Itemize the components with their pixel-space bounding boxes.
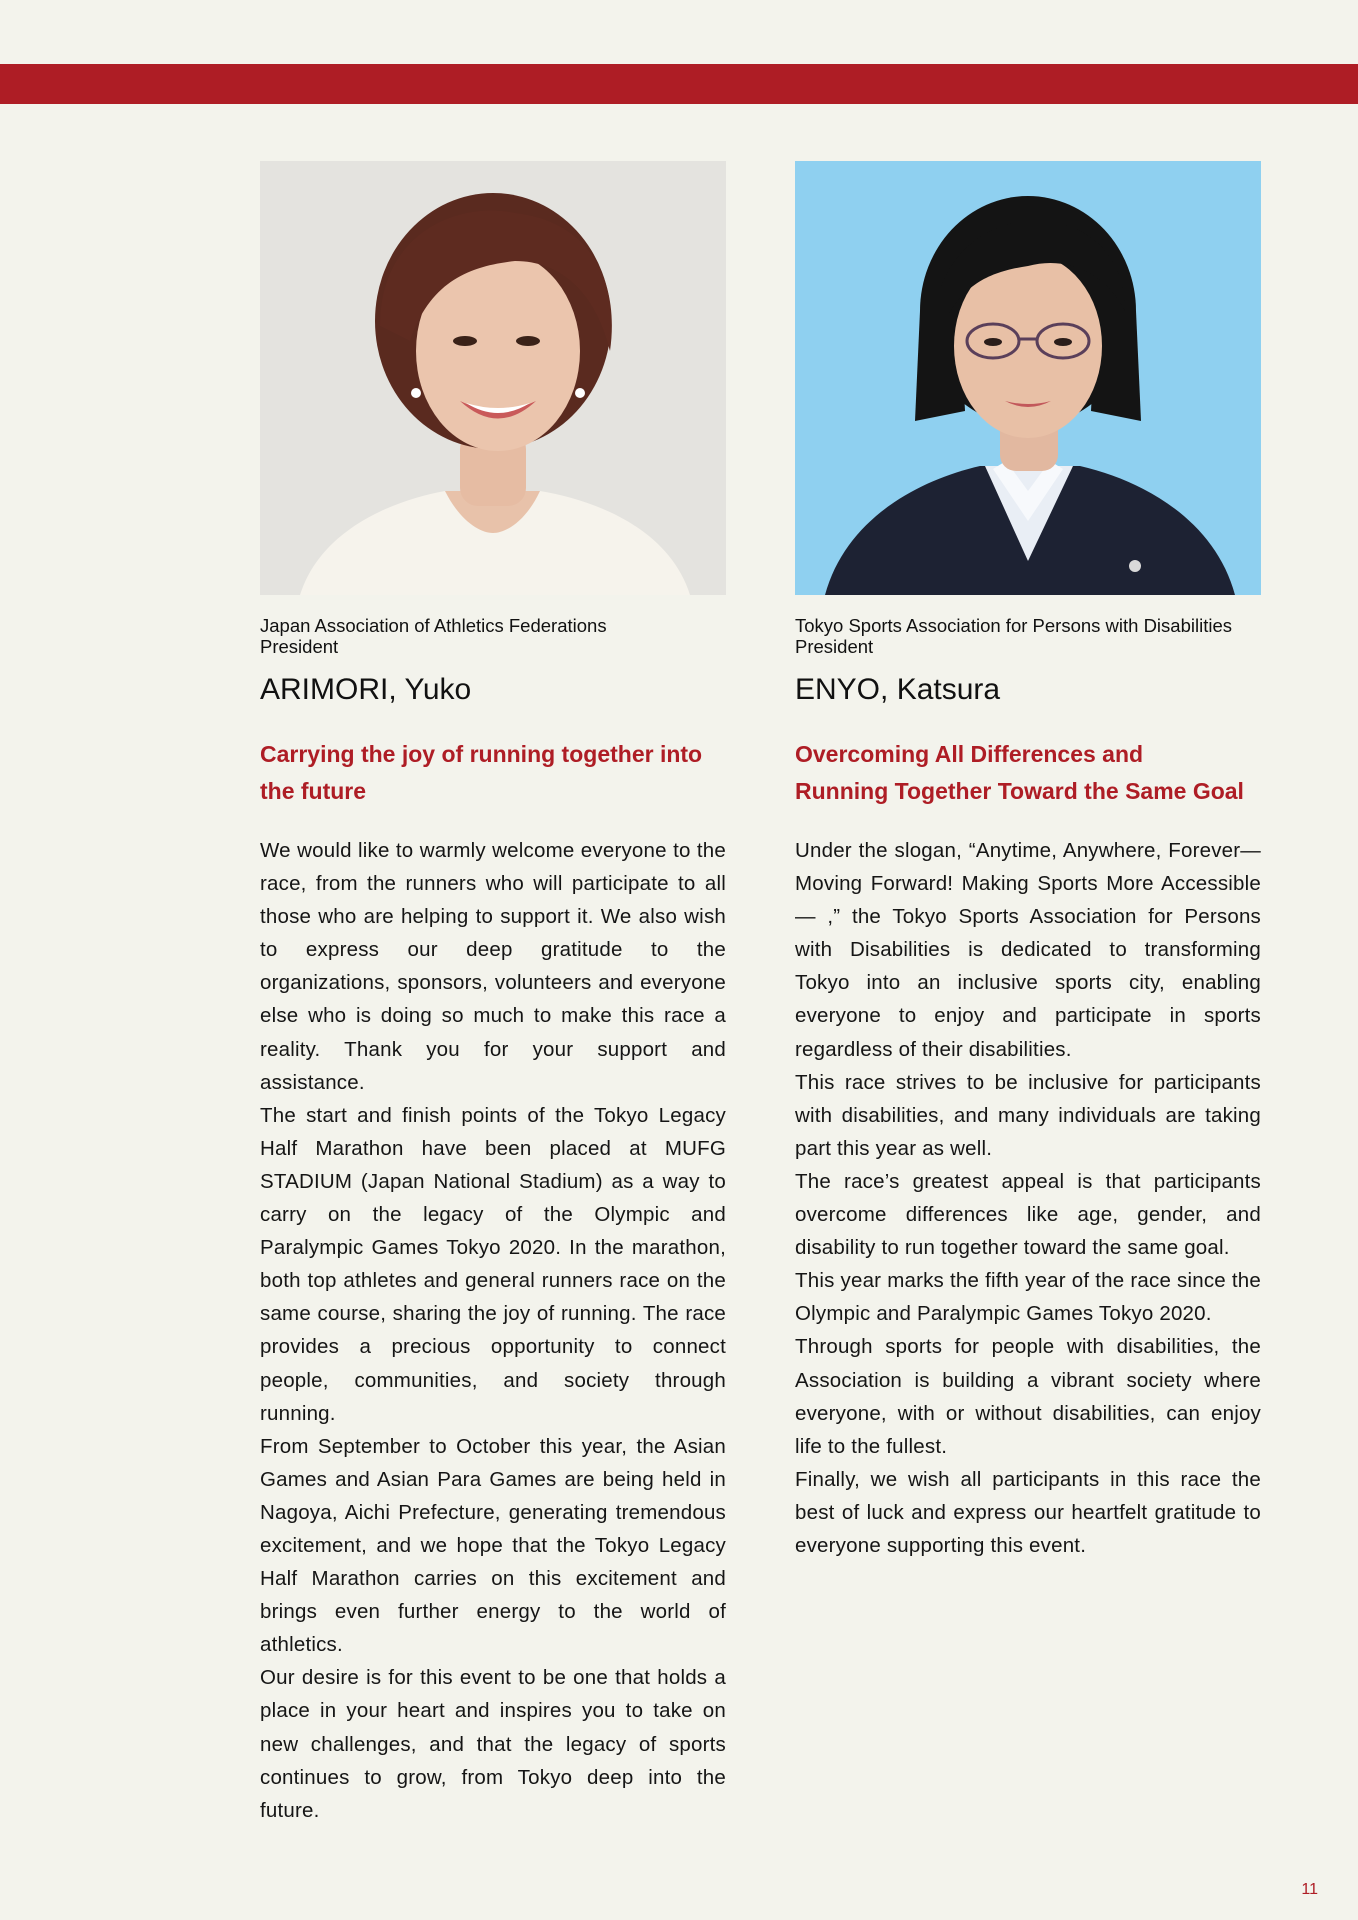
headline-line-2: Running Together Toward the Same Goal — [795, 778, 1244, 804]
body-paragraph: Our desire is for this event to be one that holds a place in your heart and inspires you to take on new challenges, and that the legacy of sports continues to grow, from Tokyo deep into the future. — [260, 1666, 726, 1822]
message-body — [260, 834, 726, 1827]
body-paragraph: The race’s greatest appeal is that participants overcome differences like age, gender, and disability to run together toward the same goal. — [795, 1169, 1261, 1260]
organization-label — [795, 615, 1261, 657]
body-paragraph: We would like to warmly welcome everyone to the race, from the runners who will participate to all those who are helping to support it. We also wish to express our deep gratitude to the organizations, sponsors, volunteers and everyone else who is doing so much to make this race a reality. Thank you for your support and assistance. — [260, 839, 726, 1094]
role-title: President — [260, 636, 339, 657]
body-paragraph: Finally, we wish all participants in this race the best of luck and express our heartfelt gratitude to everyone supporting this event. — [795, 1467, 1261, 1557]
headline-line-2: the future — [260, 778, 367, 804]
message-headline — [260, 736, 726, 810]
body-paragraph: From September to October this year, the Asian Games and Asian Para Games are being held in Nagoya, Aichi Prefecture, generating tremendous excitement, and we hope that the Tokyo Legacy Half Marathon carries on this excitement and brings even further energy to the world of athletics. — [260, 1434, 726, 1657]
body-paragraph: Through sports for people with disabilities, the Association is building a vibrant society where everyone, with or without disabilities, can enjoy life to the fullest. — [795, 1335, 1261, 1458]
portrait-photo-enyo — [795, 161, 1261, 595]
message-headline — [795, 736, 1261, 810]
org-name: Japan Association of Athletics Federations — [260, 615, 607, 636]
org-name: Tokyo Sports Association for Persons with Disabilities — [795, 615, 1232, 636]
body-paragraph: Under the slogan, “Anytime, Anywhere, Forever—Moving Forward! Making Sports More Accessible— ,” the Tokyo Sports Association for Persons with Disabilities is dedicated to transforming Tokyo into an inclusive sports city, enabling everyone to enjoy and participate in sports regardless of their disabilities. — [795, 839, 1261, 1061]
body-paragraph: The start and finish points of the Tokyo Legacy Half Marathon have been placed at MUFG STADIUM (Japan National Stadium) as a way to carry on the legacy of the Olympic and Paralympic Games Tokyo 2020. In the marathon, both top athletes and general runners race on the same course, sharing the joy of running. The race provides a precious opportunity to connect people, communities, and society through running. — [260, 1103, 726, 1425]
body-paragraph: This year marks the fifth year of the race since the Olympic and Paralympic Games Tokyo 2020. — [795, 1269, 1261, 1326]
role-title: President — [795, 636, 874, 657]
page-number: 11 — [1301, 1881, 1318, 1898]
person-name: ARIMORI, Yuko — [260, 673, 472, 706]
person-name: ENYO, Katsura — [795, 673, 1001, 706]
portrait-photo-arimori — [260, 161, 726, 595]
message-body — [795, 834, 1261, 1562]
headline-line-1: Overcoming All Differences and — [795, 741, 1144, 767]
body-paragraph: This race strives to be inclusive for participants with disabilities, and many individuals are taking part this year as well. — [795, 1070, 1261, 1160]
left-column — [260, 161, 726, 1827]
top-accent-bar — [0, 64, 1358, 104]
right-column — [795, 161, 1261, 1562]
headline-line-1: Carrying the joy of running together into — [260, 741, 703, 767]
organization-label — [260, 615, 726, 657]
